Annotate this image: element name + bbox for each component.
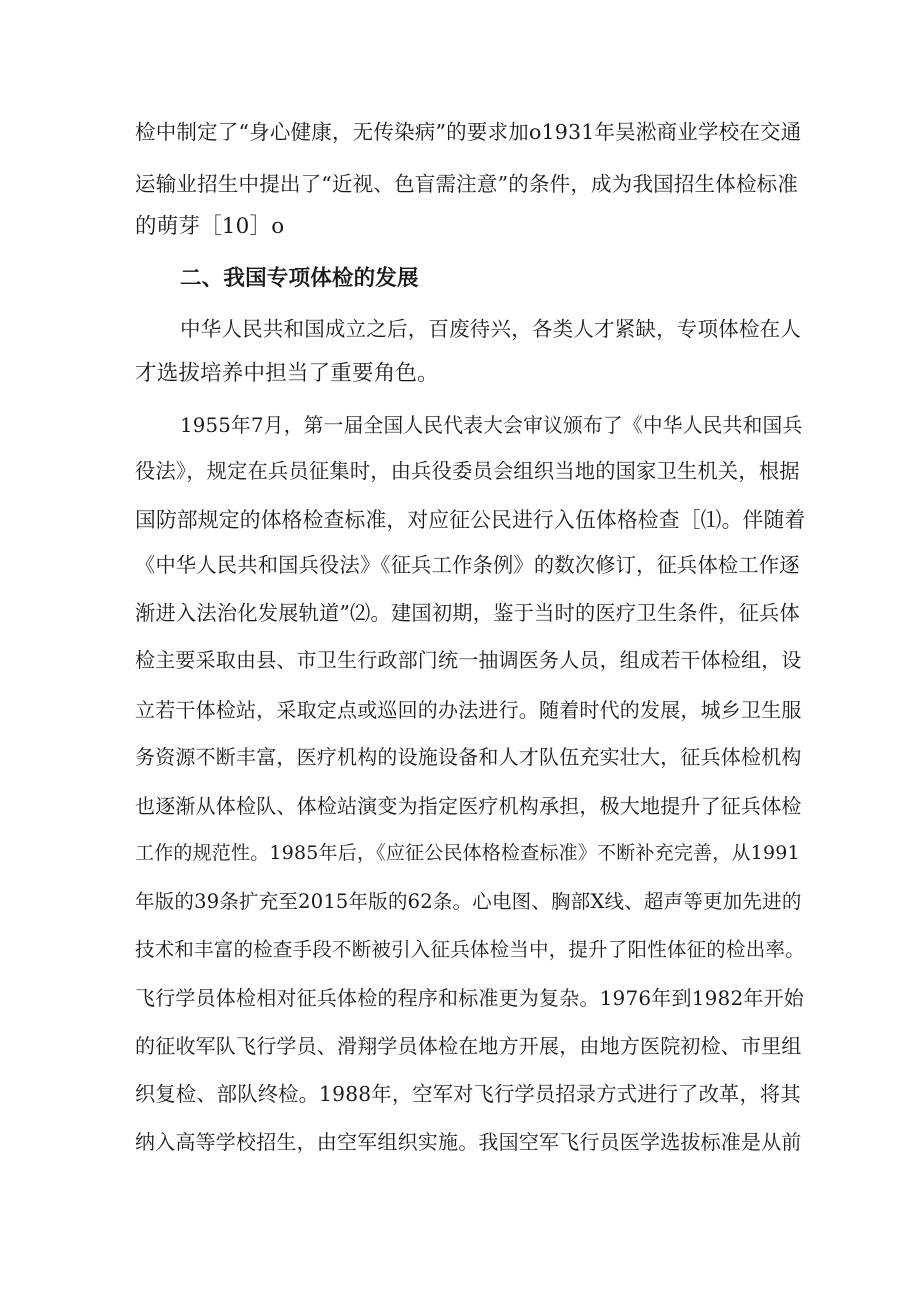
paragraph-1-line-1: 中华人民共和国成立之后，百废待兴，各类人才紧缺，专项体检在人 [180, 317, 801, 341]
paragraph-2-line-10: 工作的规范性。1985年后，《应征公民体格检查标准》不断补充完善，从1991 [135, 842, 800, 864]
paragraph-3-line-2: 的征收军队飞行学员、滑翔学员体检在地方开展，由地方医院初检、市里组 [135, 1034, 802, 1058]
paragraph-2-line-12: 技术和丰富的检查手段不断被引入征兵体检当中，提升了阳性体征的检出率。 [135, 938, 805, 961]
paragraph-2-line-9: 也逐渐从体检队、体检站演变为指定医疗机构承担，极大地提升了征兵体检 [135, 794, 802, 818]
paragraph-2-line-1: 1955年7月，第一届全国人民代表大会审议颁布了《中华人民共和国兵 [180, 414, 803, 437]
paragraph-2-line-2: 役法》，规定在兵员征集时，由兵役委员会组织当地的国家卫生机关，根据 [135, 459, 800, 483]
paragraph-2-line-6: 检主要采取由县、市卫生行政部门统一抽调医务人员，组成若干体检组，设 [135, 648, 802, 672]
paragraph-2-line-8: 务资源不断丰富，医疗机构的设施设备和人才队伍充实壮大，征兵体检机构 [135, 745, 802, 769]
paragraph-3-line-4: 纳入高等学校招生，由空军组织实施。我国空军飞行员医学选拔标准是从前 [135, 1130, 802, 1154]
paragraph-2-line-5: 渐进入法治化发展轨道”⑵。建国初期，鉴于当时的医疗卫生条件，征兵体 [135, 601, 800, 625]
paragraph-2-line-7: 立若干体检站，采取定点或巡回的办法进行。随着时代的发展，城乡卫生服 [135, 698, 802, 722]
paragraph-3-line-3: 织复检、部队终检。1988年，空军对飞行学员招录方式进行了改革，将其 [135, 1082, 801, 1106]
text-line-1: 检中制定了“身心健康，无传染病”的要求加o1931年吴淞商业学校在交通 [135, 120, 802, 144]
text-line-2: 运输业招生中提出了“近视、色盲需注意”的条件，成为我国招生体检标准 [135, 172, 799, 196]
section-heading: 二、我国专项体检的发展 [180, 266, 419, 291]
paragraph-2-line-4: 《中华人民共和国兵役法》《征兵工作条例》的数次修订，征兵体检工作逐 [135, 553, 800, 577]
paragraph-2-line-11: 年版的39条扩充至2015年版的62条。心电图、胸部X线、超声等更加先进的 [135, 890, 802, 913]
paragraph-2-line-3: 国防部规定的体格检查标准，对应征公民进行入伍体格检查［⑴。伴随着 [135, 508, 805, 532]
paragraph-1-line-2: 才选拔培养中担当了重要角色。 [135, 361, 439, 386]
paragraph-3-line-1: 飞行学员体检相对征兵体检的程序和标准更为复杂。1976年到1982年开始 [135, 986, 804, 1010]
text-line-3: 的萌芽［10］o [135, 214, 285, 239]
